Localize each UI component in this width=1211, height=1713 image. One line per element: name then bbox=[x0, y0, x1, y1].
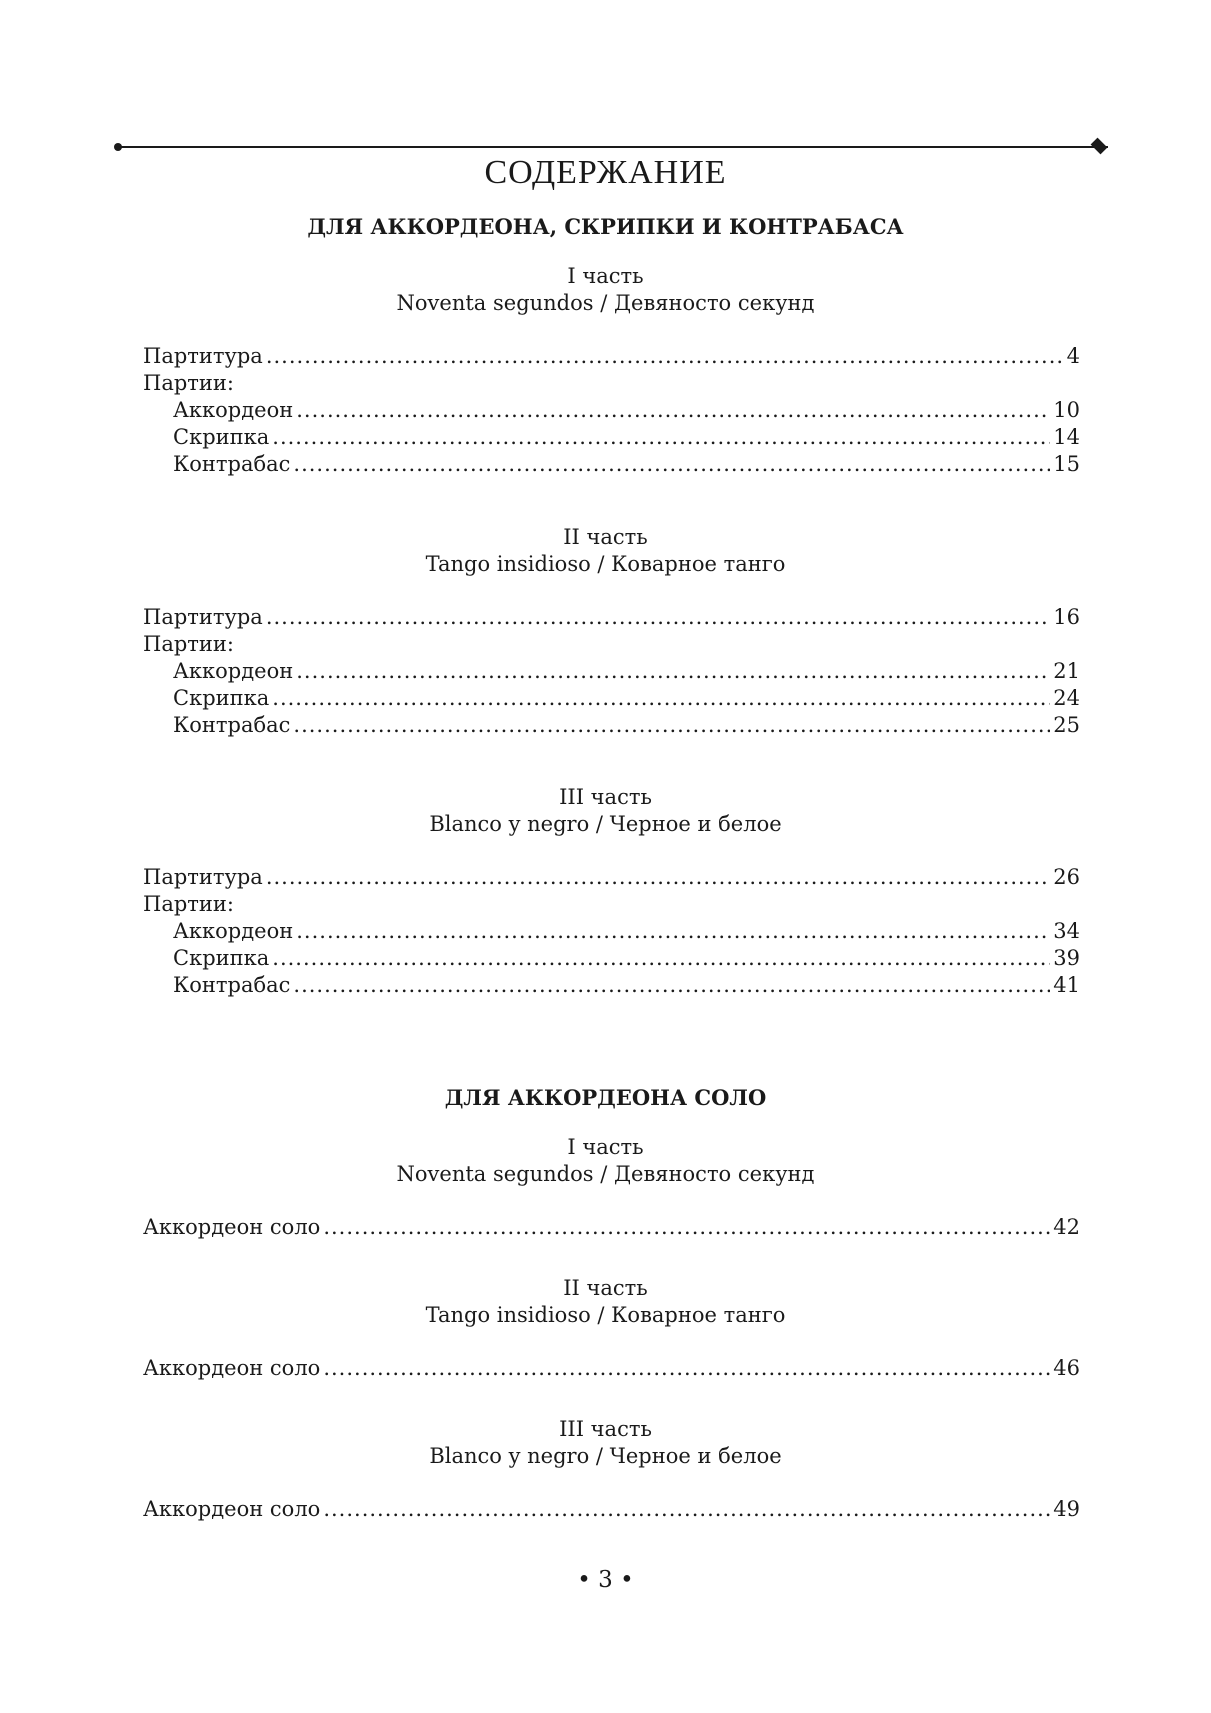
part-number: III часть bbox=[559, 1417, 652, 1441]
toc-entry[interactable] bbox=[173, 971, 1080, 1000]
toc-entry-page: 16 bbox=[1053, 605, 1080, 629]
toc-entry-label: Аккордеон bbox=[173, 398, 294, 422]
part-subtitle: Tango insidioso / Коварное танго bbox=[425, 1303, 786, 1327]
page-number: • 3 • bbox=[577, 1567, 634, 1593]
toc-entry-page: 39 bbox=[1053, 946, 1080, 970]
toc-entry-label: Аккордеон соло bbox=[143, 1356, 321, 1380]
header-rule bbox=[118, 146, 1108, 148]
toc-entry-solo[interactable] bbox=[143, 1213, 1080, 1242]
toc-entry-score[interactable] bbox=[143, 863, 1080, 892]
part-subtitle: Blanco y negro / Черное и белое bbox=[429, 812, 782, 836]
toc-entry-label: Скрипка bbox=[173, 686, 270, 710]
toc-entry-solo[interactable] bbox=[143, 1495, 1080, 1524]
toc-entry-label: Аккордеон соло bbox=[143, 1215, 321, 1239]
leader-dots bbox=[323, 1213, 1050, 1242]
toc-entry-score[interactable] bbox=[143, 342, 1080, 371]
toc-entry-label: Партитура bbox=[143, 865, 263, 889]
toc-entry-label: Контрабас bbox=[173, 713, 291, 737]
toc-entry-page: 21 bbox=[1053, 659, 1080, 683]
part-subtitle: Noventa segundos / Девяносто секунд bbox=[396, 1162, 815, 1186]
leader-dots bbox=[272, 684, 1050, 713]
toc-entry-label: Скрипка bbox=[173, 946, 270, 970]
toc-entry[interactable] bbox=[173, 423, 1080, 452]
toc-entry-page: 26 bbox=[1053, 865, 1080, 889]
leader-dots bbox=[293, 711, 1050, 740]
parts-label: Партии: bbox=[143, 632, 234, 656]
part-number: II часть bbox=[563, 1276, 648, 1300]
part-number: II часть bbox=[563, 525, 648, 549]
toc-entry-page: 46 bbox=[1053, 1356, 1080, 1380]
toc-entry[interactable] bbox=[173, 657, 1080, 686]
toc-entry-label: Скрипка bbox=[173, 425, 270, 449]
toc-entry-page: 41 bbox=[1053, 973, 1080, 997]
leader-dots bbox=[323, 1495, 1050, 1524]
toc-entry-label: Контрабас bbox=[173, 452, 291, 476]
toc-entry-label: Контрабас bbox=[173, 973, 291, 997]
toc-entry-page: 34 bbox=[1053, 919, 1080, 943]
parts-label: Партии: bbox=[143, 892, 234, 916]
leader-dots bbox=[296, 657, 1050, 686]
toc-entry[interactable] bbox=[173, 450, 1080, 479]
toc-entry-solo[interactable] bbox=[143, 1354, 1080, 1383]
toc-entry-label: Партитура bbox=[143, 605, 263, 629]
toc-entry-page: 10 bbox=[1053, 398, 1080, 422]
toc-entry-page: 25 bbox=[1053, 713, 1080, 737]
toc-entry-page: 42 bbox=[1053, 1215, 1080, 1239]
toc-entry-score[interactable] bbox=[143, 603, 1080, 632]
part-subtitle: Noventa segundos / Девяносто секунд bbox=[396, 291, 815, 315]
page-title: СОДЕРЖАНИЕ bbox=[484, 154, 727, 191]
section-heading: ДЛЯ АККОРДЕОНА СОЛО bbox=[444, 1085, 767, 1110]
leader-dots bbox=[266, 603, 1050, 632]
toc-entry-page: 49 bbox=[1053, 1497, 1080, 1521]
leader-dots bbox=[272, 423, 1050, 452]
toc-entry[interactable] bbox=[173, 684, 1080, 713]
toc-entry[interactable] bbox=[173, 711, 1080, 740]
toc-entry-label: Аккордеон bbox=[173, 659, 294, 683]
leader-dots bbox=[266, 342, 1064, 371]
part-number: III часть bbox=[559, 785, 652, 809]
leader-dots bbox=[296, 917, 1050, 946]
leader-dots bbox=[323, 1354, 1050, 1383]
section-heading: ДЛЯ АККОРДЕОНА, СКРИПКИ И КОНТРАБАСА bbox=[307, 214, 904, 239]
toc-entry-page: 14 bbox=[1053, 425, 1080, 449]
toc-entry[interactable] bbox=[173, 396, 1080, 425]
toc-entry[interactable] bbox=[173, 944, 1080, 973]
toc-entry[interactable] bbox=[173, 917, 1080, 946]
toc-entry-label: Аккордеон соло bbox=[143, 1497, 321, 1521]
leader-dots bbox=[272, 944, 1050, 973]
part-number: I часть bbox=[567, 264, 644, 288]
leader-dots bbox=[266, 863, 1050, 892]
toc-entry-page: 4 bbox=[1066, 344, 1080, 368]
part-subtitle: Blanco y negro / Черное и белое bbox=[429, 1444, 782, 1468]
part-subtitle: Tango insidioso / Коварное танго bbox=[425, 552, 786, 576]
toc-entry-page: 15 bbox=[1053, 452, 1080, 476]
parts-label: Партии: bbox=[143, 371, 234, 395]
leader-dots bbox=[293, 450, 1050, 479]
leader-dots bbox=[293, 971, 1050, 1000]
leader-dots bbox=[296, 396, 1050, 425]
part-number: I часть bbox=[567, 1135, 644, 1159]
rule-right-ornament bbox=[1091, 138, 1108, 155]
toc-entry-page: 24 bbox=[1053, 686, 1080, 710]
toc-entry-label: Аккордеон bbox=[173, 919, 294, 943]
toc-entry-label: Партитура bbox=[143, 344, 263, 368]
